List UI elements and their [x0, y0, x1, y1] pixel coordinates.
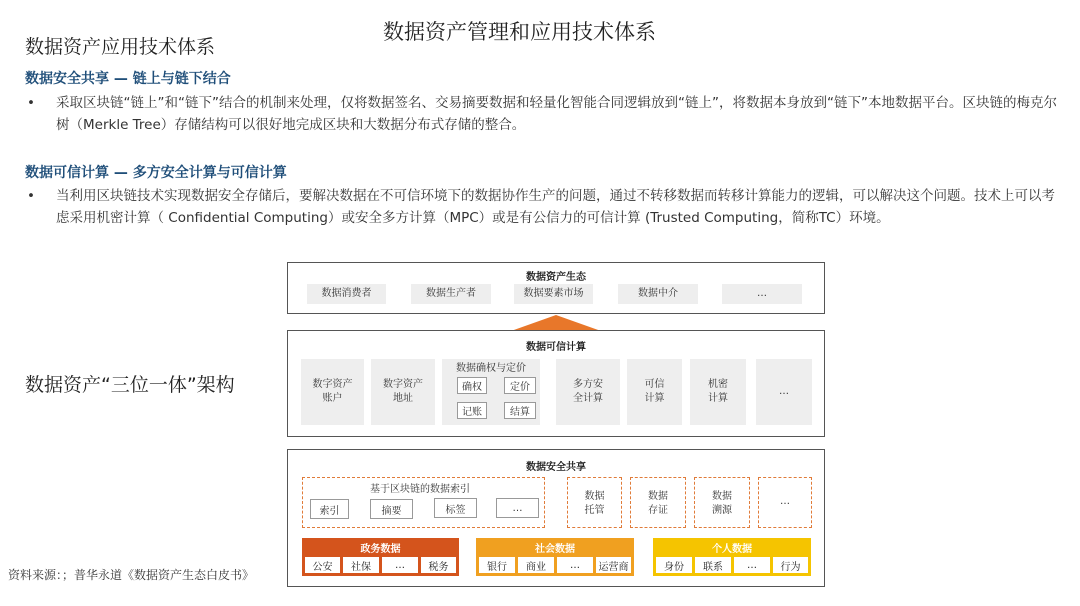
- index-chip: 标签: [434, 498, 477, 518]
- social-data-category: [476, 538, 634, 576]
- triple-architecture-title: 数据资产“三位一体”架构: [25, 374, 235, 396]
- bullet-dot: •: [27, 95, 35, 111]
- custody-label: 数据 托管: [584, 491, 605, 516]
- category-item: 运营商: [596, 557, 631, 573]
- category-item: 税务: [421, 557, 456, 573]
- confidential-compute-box: 机密 计算: [690, 359, 746, 425]
- sub-title: 数据资产应用技术体系: [25, 36, 216, 58]
- notary-label: 数据 存证: [648, 491, 668, 516]
- trusted-compute-box: 可信 计算: [627, 359, 682, 425]
- source-note: 资料来源：；普华永道《数据资产生态白皮书》: [8, 568, 255, 582]
- trusted-compute-panel: [287, 330, 825, 437]
- section2-heading: 数据可信计算 — 多方安全计算与可信计算: [25, 165, 287, 181]
- category-title: 社会数据: [535, 543, 575, 555]
- category-item: 公安: [305, 557, 340, 573]
- up-arrow-icon: [511, 315, 601, 331]
- more-box: …: [756, 359, 812, 425]
- ecosystem-item: 数据要素市场: [514, 284, 593, 304]
- section1-heading: 数据安全共享 — 链上与链下结合: [25, 71, 231, 87]
- ecosystem-item: 数据消费者: [307, 284, 386, 304]
- section2-text: 当利用区块链技术实现数据安全存储后，要解决数据在不可信环境下的数据协作生产的问题，通过不转移数据而转移计算能力的逻辑，可以解决这个问题。技术上可以考虑采用机密计算（ Confidential Computing）或安全多方计算（MPC）或是有公信力的可信计算 (Trusted Computing，简称TC）环境。: [56, 188, 1055, 226]
- category-item: 行为: [773, 557, 808, 573]
- category-title: 政务数据: [360, 543, 401, 555]
- trace-label: 数据 溯源: [712, 491, 732, 516]
- category-item: 身份: [656, 557, 692, 573]
- secure-sharing-panel: [287, 449, 825, 587]
- category-item: …: [734, 557, 770, 573]
- ecosystem-item: …: [722, 284, 802, 304]
- category-item: …: [382, 557, 418, 573]
- category-item: 银行: [479, 557, 515, 573]
- secure-sharing-title: 数据安全共享: [526, 462, 586, 473]
- category-item: 社保: [343, 557, 379, 573]
- rights-chip: 记账: [457, 402, 487, 419]
- index-chip: 摘要: [370, 499, 413, 519]
- rights-chip: 结算: [504, 402, 536, 419]
- main-title: 数据资产管理和应用技术体系: [383, 20, 656, 44]
- more-label: …: [780, 496, 790, 507]
- rights-chip: 定价: [504, 377, 536, 394]
- asset-address-box: 数字资产 地址: [371, 359, 435, 425]
- section1-text: 采取区块链“链上”和“链下”结合的机制来处理，仅将数据签名、交易摘要数据和轻量化智能合同逻辑放到“链上”，将数据本身放到“链下”本地数据平台。区块链的梅克尔树（Merkle Tree）存储结构可以很好地完成区块和大数据分布式存储的整合。: [56, 95, 1057, 133]
- ecosystem-panel: [287, 262, 825, 314]
- category-item: 商业: [518, 557, 554, 573]
- category-item: …: [557, 557, 593, 573]
- ecosystem-item: 数据生产者: [411, 284, 491, 304]
- mpc-box: 多方安 全计算: [556, 359, 620, 425]
- personal-data-category: [653, 538, 811, 576]
- asset-account-box: 数字资产 账户: [301, 359, 364, 425]
- rights-pricing-title: 数据确权与定价: [456, 363, 526, 374]
- index-chip: 索引: [310, 499, 349, 519]
- index-chip: …: [496, 498, 539, 518]
- ecosystem-item: 数据中介: [618, 284, 698, 304]
- trusted-compute-title: 数据可信计算: [526, 342, 586, 353]
- bullet-dot: •: [27, 188, 35, 204]
- gov-data-category: [302, 538, 459, 576]
- section1-bullet: [25, 92, 1060, 136]
- category-item: 联系: [695, 557, 731, 573]
- section2-bullet: [25, 185, 1060, 229]
- blockchain-index-title: 基于区块链的数据索引: [370, 484, 470, 495]
- rights-chip: 确权: [457, 377, 487, 394]
- ecosystem-title: 数据资产生态: [526, 272, 586, 283]
- category-title: 个人数据: [712, 543, 752, 555]
